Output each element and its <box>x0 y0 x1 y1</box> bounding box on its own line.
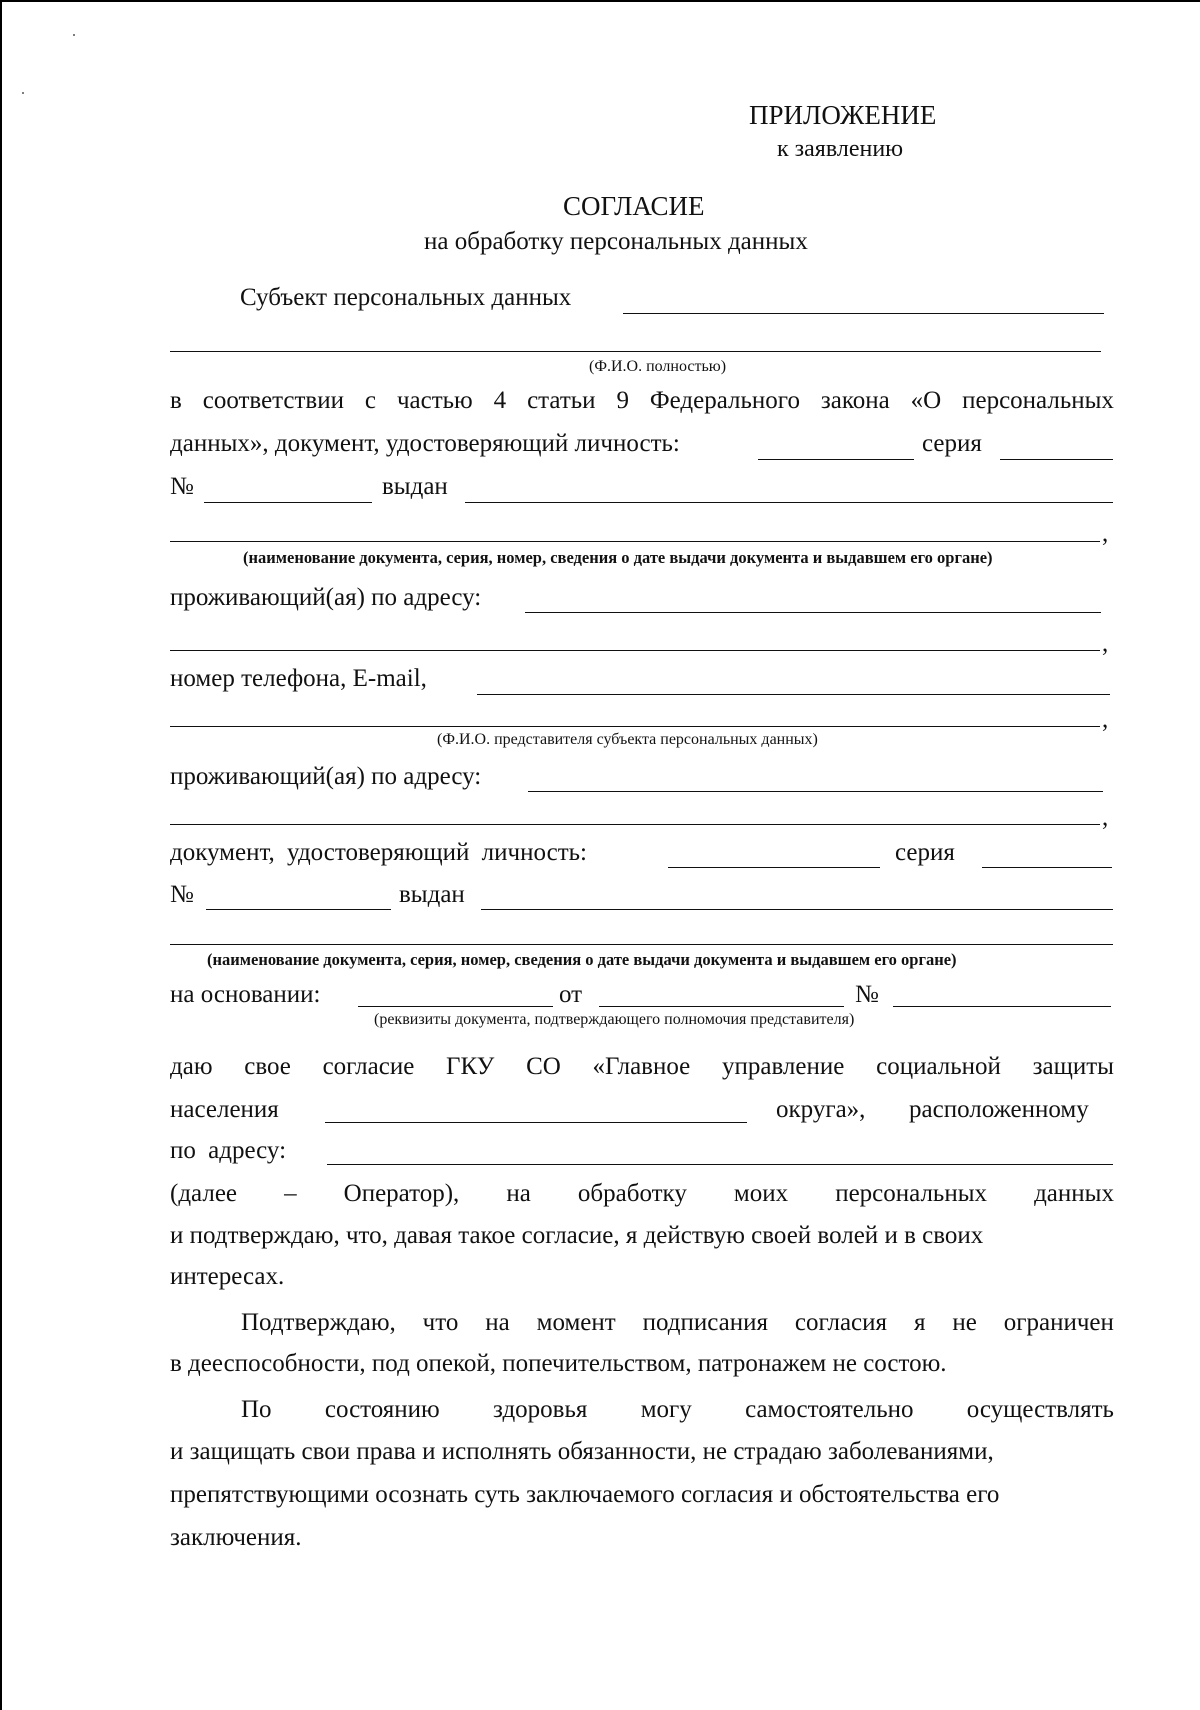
address-field[interactable] <box>525 612 1101 613</box>
representative-issued-label: выдан <box>399 881 465 908</box>
health-line-2: и защищать свои права и исполнять обязанности, не страдаю заболеваниями, <box>170 1438 994 1465</box>
capacity-line-2: в дееспособности, под опекой, попечительством, патронажем не состою. <box>170 1350 947 1377</box>
representative-number-field[interactable] <box>206 909 391 910</box>
id-document-type-field[interactable] <box>758 459 914 460</box>
representative-id-type-field[interactable] <box>668 867 880 868</box>
district-field[interactable] <box>325 1122 747 1123</box>
scan-border-top <box>0 0 1200 2</box>
comma: , <box>1102 520 1109 547</box>
representative-series-label: серия <box>895 839 955 866</box>
basis-document-field[interactable] <box>358 1006 553 1007</box>
representative-number-label: № <box>170 881 194 908</box>
representative-fio-caption: (Ф.И.О. представителя субъекта персональных данных) <box>437 731 818 748</box>
population-label: населения <box>170 1096 279 1123</box>
health-line-4: заключения. <box>170 1524 302 1551</box>
comma: , <box>1102 804 1109 831</box>
appendix-subtitle: к заявлению <box>777 136 904 162</box>
representative-address-label: проживающий(ая) по адресу: <box>170 763 482 790</box>
id-document-details-field[interactable] <box>170 541 1100 542</box>
consent-line-1: даю свое согласие ГКУ СО «Главное управление социальной защиты <box>170 1053 1114 1080</box>
series-label: серия <box>922 430 982 457</box>
fio-caption: (Ф.И.О. полностью) <box>589 358 727 375</box>
basis-caption: (реквизиты документа, подтверждающего полномочия представителя) <box>374 1011 855 1028</box>
basis-from-label: от <box>559 981 583 1008</box>
comma: , <box>1102 706 1109 733</box>
located-label: расположенному <box>909 1096 1089 1123</box>
comma: , <box>1102 630 1109 657</box>
scan-border-left <box>0 0 2 1710</box>
address-label: проживающий(ая) по адресу: <box>170 584 482 611</box>
scan-speck <box>73 34 75 36</box>
appendix-title: ПРИЛОЖЕНИЕ <box>749 100 937 130</box>
number-field[interactable] <box>204 502 372 503</box>
representative-id-details-field[interactable] <box>170 944 1113 945</box>
basis-number-label: № <box>855 981 879 1008</box>
contacts-field[interactable] <box>477 694 1110 695</box>
operator-address-label: по адресу: <box>170 1137 287 1164</box>
basis-number-field[interactable] <box>893 1006 1111 1007</box>
health-line-3: препятствующими осознать суть заключаемого согласия и обстоятельства его <box>170 1481 1000 1508</box>
id-document-label: данных», документ, удостоверяющий личность: <box>170 430 680 457</box>
representative-id-caption: (наименование документа, серия, номер, сведения о дате выдачи документа и выдавшем его органе) <box>207 950 957 969</box>
representative-address-field-line2[interactable] <box>170 824 1100 825</box>
consent-confirm-line: и подтверждаю, что, давая такое согласие, я действую своей волей и в своих <box>170 1222 984 1249</box>
scan-speck <box>22 92 24 94</box>
law-reference-line: в соответствии с частью 4 статьи 9 Федерального закона «О персональных <box>170 387 1114 414</box>
subject-label: Субъект персональных данных <box>240 284 572 311</box>
subject-name-field[interactable] <box>623 313 1104 314</box>
representative-issued-by-field[interactable] <box>481 909 1113 910</box>
document-subtitle: на обработку персональных данных <box>424 228 808 255</box>
operator-address-field[interactable] <box>327 1164 1113 1165</box>
consent-interests-line: интересах. <box>170 1263 285 1290</box>
document-title: СОГЛАСИЕ <box>563 191 705 221</box>
capacity-line-1: Подтверждаю, что на момент подписания согласия я не ограничен <box>241 1309 1114 1336</box>
series-field[interactable] <box>1000 459 1113 460</box>
id-document-caption: (наименование документа, серия, номер, сведения о дате выдачи документа и выдавшем его органе) <box>243 548 993 567</box>
health-line-1: По состоянию здоровья могу самостоятельно осуществлять <box>241 1396 1114 1423</box>
operator-line: (далее – Оператор), на обработку моих персональных данных <box>170 1180 1114 1207</box>
district-label: округа», <box>776 1096 866 1123</box>
representative-name-field[interactable] <box>170 726 1100 727</box>
representative-address-field[interactable] <box>528 791 1103 792</box>
basis-date-field[interactable] <box>599 1006 844 1007</box>
contacts-label: номер телефона, E-mail, <box>170 665 427 692</box>
number-label: № <box>170 473 194 500</box>
basis-label: на основании: <box>170 981 321 1008</box>
issued-label: выдан <box>382 473 448 500</box>
issued-by-field[interactable] <box>465 502 1113 503</box>
subject-name-field-line2[interactable] <box>170 351 1101 352</box>
address-field-line2[interactable] <box>170 650 1100 651</box>
representative-id-label: документ, удостоверяющий личность: <box>170 839 587 866</box>
representative-series-field[interactable] <box>982 867 1112 868</box>
